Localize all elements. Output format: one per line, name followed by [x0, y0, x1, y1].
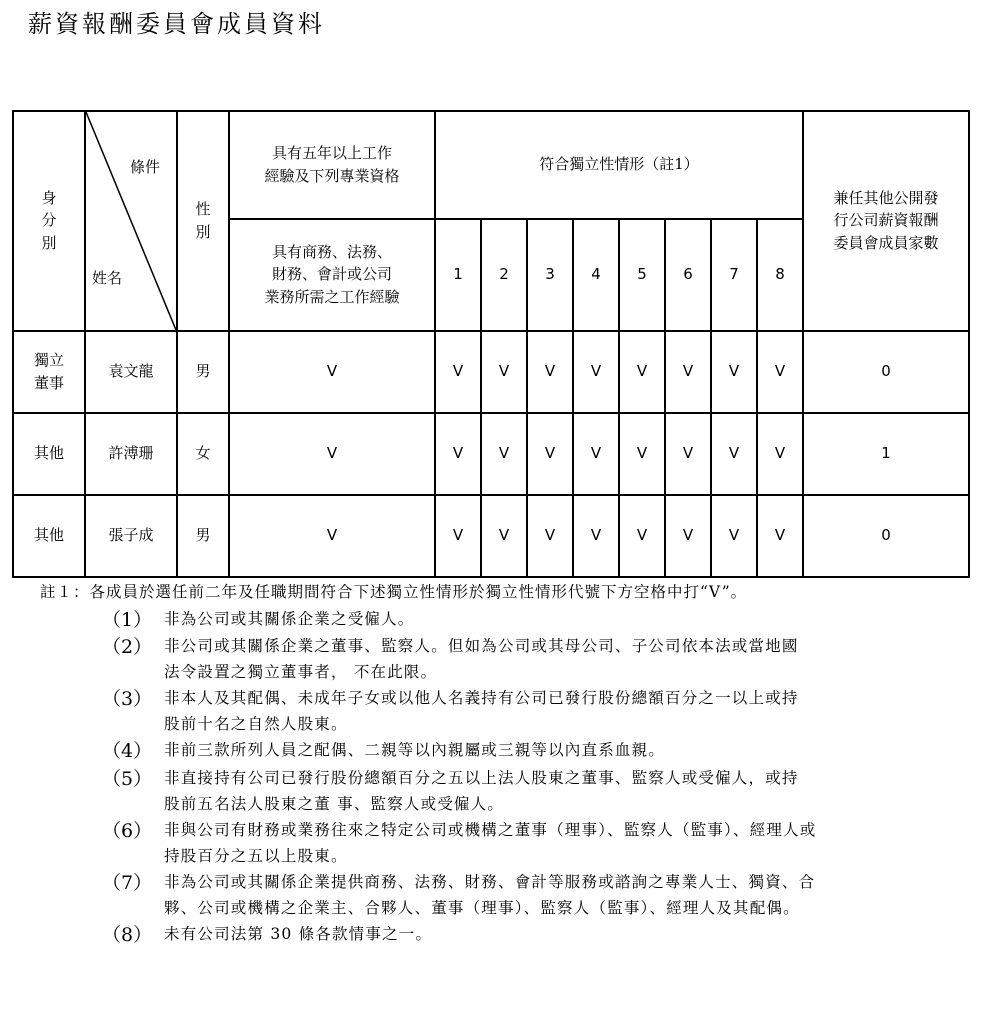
cell-gender: 男	[177, 495, 229, 577]
header-identity	[13, 111, 85, 331]
note-line: 非本人及其配偶、未成年子女或以他人名義持有公司已發行股份總額百分之一以上或持	[164, 689, 799, 708]
note-line: 非為公司或其關係企業提供商務、法務、財務、會計等服務或諮詢之專業人士、獨資、合	[164, 873, 816, 892]
notes-section	[40, 580, 970, 949]
header-identity-char: 別	[41, 233, 57, 252]
note-line: 持股百分之五以上股東。	[164, 846, 348, 865]
note-item	[40, 766, 970, 817]
note-item	[40, 870, 970, 921]
identity-line: 獨立	[33, 351, 64, 370]
header-experience-sub	[229, 219, 435, 331]
note-text	[164, 634, 970, 685]
diagonal-line	[86, 112, 176, 330]
header-experience-line: 經驗及下列專業資格	[264, 166, 400, 185]
header-name: 姓名	[92, 268, 123, 287]
header-other-line: 委員會成員家數	[833, 233, 939, 252]
cell-name: 許溥珊	[85, 413, 177, 495]
note-line: 非為公司或其關係企業之受僱人。	[164, 609, 415, 628]
cell-independence: V	[573, 413, 619, 495]
header-independence-1: 1	[435, 219, 481, 331]
header-identity-char: 身	[41, 188, 57, 207]
cell-other-count: 1	[803, 413, 969, 495]
header-other-line: 兼任其他公開發	[833, 188, 939, 207]
note-number: （5）	[102, 768, 153, 790]
cell-experience: V	[229, 331, 435, 413]
header-other-committees	[803, 111, 969, 331]
cell-independence: V	[573, 495, 619, 577]
note-text	[164, 870, 970, 921]
cell-independence: V	[435, 331, 481, 413]
cell-identity: 其他	[13, 413, 85, 495]
note-line: 股前十名之自然人股東。	[164, 714, 348, 733]
note-line: 夥、公司或機構之企業主、合夥人、董事（理事）、監察人（監事）、經理人及其配偶。	[164, 898, 800, 917]
cell-name: 袁文龍	[85, 331, 177, 413]
note-number: （4）	[102, 740, 153, 763]
cell-independence: V	[757, 495, 803, 577]
header-independence-5: 5	[619, 219, 665, 331]
note-item	[40, 607, 970, 634]
cell-gender: 女	[177, 413, 229, 495]
header-experience-sub-line: 財務、會計或公司	[271, 265, 392, 284]
note-text	[164, 607, 970, 634]
cell-independence: V	[527, 331, 573, 413]
note-text	[164, 738, 970, 765]
note-item	[40, 818, 970, 869]
header-independence-6: 6	[665, 219, 711, 331]
note-line: 法令設置之獨立董事者， 不在此限。	[164, 662, 438, 681]
note-text	[164, 922, 970, 949]
cell-other-count: 0	[803, 495, 969, 577]
note-heading: 註１：各成員於選任前二年及任職期間符合下述獨立性情形於獨立性情形代號下方空格中打“V”。	[40, 583, 748, 601]
cell-independence: V	[481, 413, 527, 495]
cell-identity	[13, 331, 85, 413]
table-row	[13, 331, 969, 413]
cell-independence: V	[665, 331, 711, 413]
cell-independence: V	[711, 331, 757, 413]
note-item	[40, 686, 970, 737]
table-row	[13, 413, 969, 495]
cell-experience: V	[229, 495, 435, 577]
committee-members-table	[12, 110, 970, 578]
note-number: （8）	[102, 924, 153, 947]
table-row	[13, 495, 969, 577]
note-item	[40, 922, 970, 949]
header-gender-char: 別	[195, 222, 211, 241]
note-number: （1）	[102, 608, 153, 631]
note-number: （7）	[102, 872, 153, 895]
header-independence-4: 4	[573, 219, 619, 331]
cell-independence: V	[527, 495, 573, 577]
header-experience-sub-line: 業務所需之工作經驗	[264, 287, 400, 306]
header-gender-char: 性	[195, 200, 211, 219]
cell-independence: V	[481, 331, 527, 413]
note-line: 非直接持有公司已發行股份總額百分之五以上法人股東之董事、監察人或受僱人，或持	[164, 769, 799, 787]
note-line: 非公司或其關係企業之董事、監察人。但如為公司或其母公司、子公司依本法或當地國	[164, 637, 799, 656]
cell-independence: V	[527, 413, 573, 495]
header-independence-7: 7	[711, 219, 757, 331]
header-experience-title	[229, 111, 435, 219]
header-other-line: 行公司薪資報酬	[833, 211, 939, 230]
note-number: （3）	[102, 688, 153, 711]
cell-independence: V	[711, 495, 757, 577]
header-independence-2: 2	[481, 219, 527, 331]
header-identity-char: 分	[41, 211, 57, 230]
note-line: 未有公司法第 30 條各款情事之一。	[164, 925, 433, 944]
cell-independence: V	[619, 413, 665, 495]
cell-independence: V	[435, 495, 481, 577]
cell-independence: V	[481, 495, 527, 577]
cell-independence: V	[665, 413, 711, 495]
header-gender	[177, 111, 229, 331]
cell-independence: V	[573, 331, 619, 413]
cell-independence: V	[435, 413, 481, 495]
identity-line: 董事	[33, 373, 64, 392]
note-line: 非前三款所列人員之配偶、二親等以內親屬或三親等以內直系血親。	[164, 741, 666, 760]
note-line: 非與公司有財務或業務往來之特定公司或機構之董事（理事）、監察人（監事）、經理人或	[164, 821, 817, 840]
cell-name: 張子成	[85, 495, 177, 577]
cell-independence: V	[619, 331, 665, 413]
cell-independence: V	[757, 331, 803, 413]
cell-independence: V	[757, 413, 803, 495]
note-text	[164, 818, 970, 869]
note-number: （6）	[102, 820, 153, 843]
note-item	[40, 738, 970, 765]
cell-gender: 男	[177, 331, 229, 413]
cell-other-count: 0	[803, 331, 969, 413]
note-item	[40, 634, 970, 685]
cell-independence: V	[711, 413, 757, 495]
header-experience-line: 具有五年以上工作	[271, 144, 392, 163]
header-condition: 條件	[129, 158, 160, 176]
header-condition-name	[85, 111, 177, 331]
note-number: （2）	[102, 636, 153, 659]
header-independence-8: 8	[757, 219, 803, 331]
cell-independence: V	[619, 495, 665, 577]
note-text	[164, 686, 970, 737]
header-independence: 符合獨立性情形（註1）	[435, 111, 803, 219]
page-title: 薪資報酬委員會成員資料	[28, 10, 325, 38]
cell-identity: 其他	[13, 495, 85, 577]
header-experience-sub-line: 具有商務、法務、	[271, 242, 392, 261]
note-line: 股前五名法人股東之董 事、監察人或受僱人。	[164, 794, 505, 813]
cell-independence: V	[665, 495, 711, 577]
note-text	[164, 766, 970, 817]
cell-experience: V	[229, 413, 435, 495]
header-independence-3: 3	[527, 219, 573, 331]
